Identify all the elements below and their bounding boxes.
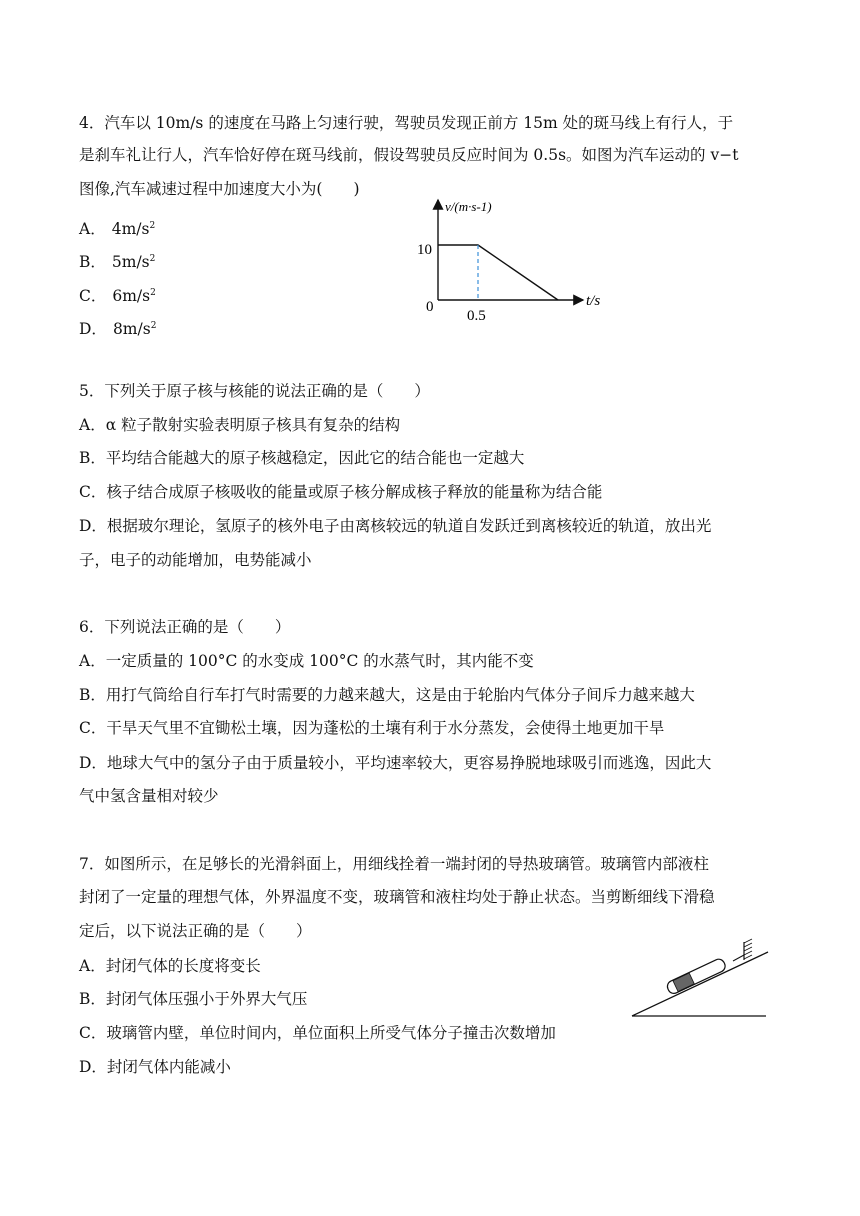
q4-stem-line-3: 图像,汽车减速过程中加速度大小为( ) (79, 180, 360, 198)
wall-support (744, 939, 752, 960)
q5-stem: 5．下列关于原子核与核能的说法正确的是（ ） (79, 382, 430, 400)
q6-option-b: B．用打气筒给自行车打气时需要的力越来越大，这是由于轮胎内气体分子间斥力越来越大 (79, 686, 695, 704)
x-axis-label: t/s (586, 293, 601, 309)
y-axis-label: v/(m·s-1) (445, 199, 492, 214)
q4-option-b: B． $5m/s^2$ (79, 253, 156, 271)
q7-stem-line-3: 定后，以下说法正确的是（ ） (79, 922, 312, 940)
q6-option-c: C．干旱天气里不宜锄松土壤，因为蓬松的土壤有利于水分蒸发，会使得土地更加干旱 (79, 719, 665, 737)
x-tick-label: 0.5 (467, 308, 486, 324)
velocity-line (438, 245, 558, 300)
q7-option-b: B．封闭气体压强小于外界大气压 (79, 990, 308, 1008)
q7-option-a: A．封闭气体的长度将变长 (79, 957, 261, 975)
q7-option-d: D．封闭气体内能减小 (79, 1058, 231, 1076)
y-tick-label: 10 (417, 242, 432, 258)
q6-option-d-line-1: D．地球大气中的氢分子由于质量较小，平均速率较大，更容易挣脱地球吸引而逃逸，因此大 (79, 754, 712, 772)
q5-option-a: A．α 粒子散射实验表明原子核具有复杂的结构 (79, 416, 401, 434)
incline-tube-diagram (626, 930, 776, 1024)
q4-stem-line-2: 是刹车礼让行人，汽车恰好停在斑马线前，假设驾驶员反应时间为 0.5s。如图为汽车运动的 v−t (79, 146, 739, 164)
q6-stem: 6．下列说法正确的是（ ） (79, 618, 291, 636)
q5-option-d-line-1: D．根据玻尔理论，氢原子的核外电子由离核较远的轨道自发跃迁到离核较近的轨道，放出光 (79, 517, 712, 535)
q5-option-d-line-2: 子，电子的动能增加，电势能减小 (79, 551, 312, 569)
q5-option-b: B．平均结合能越大的原子核越稳定，因此它的结合能也一定越大 (79, 449, 525, 467)
q4-option-a: A． $4m/s^2$ (79, 220, 156, 238)
q7-option-c: C．玻璃管内壁，单位时间内，单位面积上所受气体分子撞击次数增加 (79, 1024, 556, 1042)
string (733, 955, 744, 961)
q7-stem-line-2: 封闭了一定量的理想气体，外界温度不变，玻璃管和液柱均处于静止状态。当剪断细线下滑稳 (79, 888, 715, 906)
q4-option-c: C． $6m/s^2$ (79, 287, 156, 305)
q5-option-c: C．核子结合成原子核吸收的能量或原子核分解成核子释放的能量称为结合能 (79, 483, 603, 501)
q4-stem-line-1: 4．汽车以 10m/s 的速度在马路上匀速行驶，驾驶员发现正前方 15m 处的斑马线上有行人，于 (79, 114, 734, 132)
origin-label: 0 (426, 299, 434, 315)
q6-option-a: A．一定质量的 100°C 的水变成 100°C 的水蒸气时，其内能不变 (79, 652, 534, 670)
q7-stem-line-1: 7．如图所示，在足够长的光滑斜面上，用细线拴着一端封闭的导热玻璃管。玻璃管内部液柱 (79, 855, 709, 873)
q4-option-d: D． $8m/s^2$ (79, 320, 157, 338)
vt-graph (405, 192, 625, 332)
incline-surface (632, 952, 768, 1016)
q6-option-d-line-2: 气中氢含量相对较少 (79, 787, 219, 805)
